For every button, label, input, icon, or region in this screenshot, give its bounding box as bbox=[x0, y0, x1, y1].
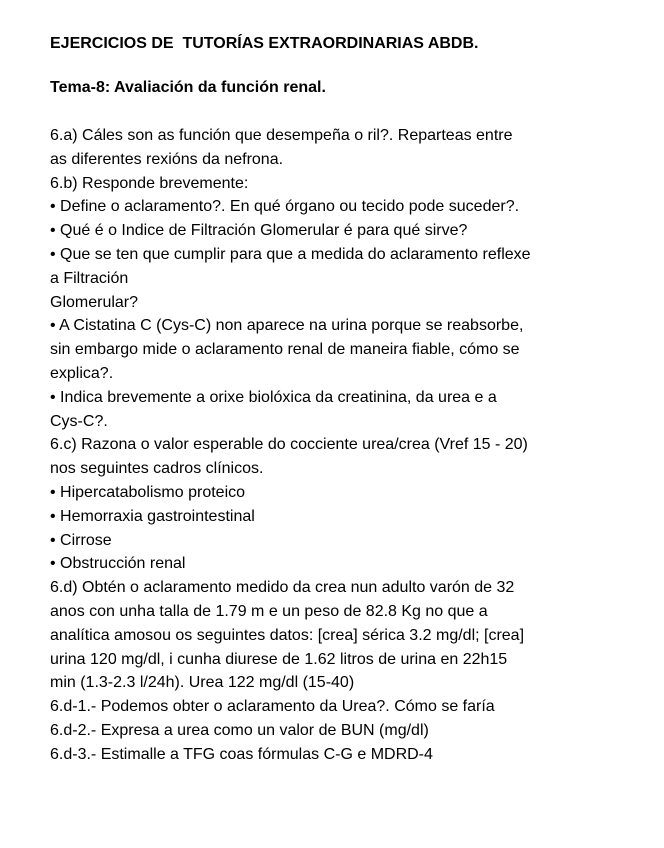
bullet-item: • Que se ten que cumplir para que a medida do aclaramento reflexe bbox=[50, 245, 531, 263]
text-line: 6.d) Obtén o aclaramento medido da crea nun adulto varón de 32 bbox=[50, 579, 515, 597]
text-line: analítica amosou os seguintes datos: [crea] sérica 3.2 mg/dl; [crea] bbox=[50, 626, 525, 644]
text-line: 6.d-1.- Podemos obter o aclaramento da Urea?. Cómo se faría bbox=[50, 698, 495, 716]
text-line: urina 120 mg/dl, i cunha diurese de 1.62 litros de urina en 22h15 bbox=[50, 650, 508, 668]
document-body bbox=[50, 124, 585, 767]
text-line: explica?. bbox=[50, 364, 114, 382]
bullet-item: • Hipercatabolismo proteico bbox=[50, 483, 246, 501]
bullet-item: • Obstrucción renal bbox=[50, 555, 186, 573]
text-line: 6.c) Razona o valor esperable do cocciente urea/crea (Vref 15 - 20) bbox=[50, 436, 528, 454]
text-line: min (1.3-2.3 l/24h). Urea 122 mg/dl (15-40) bbox=[50, 674, 355, 692]
bullet-item: • A Cistatina C (Cys-C) non aparece na urina porque se reabsorbe, bbox=[50, 317, 524, 335]
bullet-item: • Indica brevemente a orixe biolóxica da creatinina, da urea e a bbox=[50, 388, 497, 406]
bullet-item: • Hemorraxia gastrointestinal bbox=[50, 507, 255, 525]
text-line: 6.a) Cáles son as función que desempeña o ril?. Reparteas entre bbox=[50, 127, 513, 144]
text-line: Glomerular? bbox=[50, 293, 139, 311]
text-line: nos seguintes cadros clínicos. bbox=[50, 460, 264, 478]
text-line: a Filtración bbox=[50, 269, 129, 287]
text-line: sin embargo mide o aclaramento renal de maneira fiable, cómo se bbox=[50, 341, 520, 359]
bullet-item: • Define o aclaramento?. En qué órgano ou tecido pode suceder?. bbox=[50, 198, 520, 216]
document-subtitle: Tema-8: Avaliación da función renal. bbox=[50, 79, 326, 96]
text-line: 6.d-3.- Estimalle a TFG coas fórmulas C-G e MDRD-4 bbox=[50, 745, 433, 763]
text-line: 6.d-2.- Expresa a urea como un valor de BUN (mg/dl) bbox=[50, 721, 429, 739]
bullet-item: • Qué é o Indice de Filtración Glomerular é para qué sirve? bbox=[50, 222, 468, 240]
text-line: 6.b) Responde brevemente: bbox=[50, 174, 249, 192]
text-line: anos con unha talla de 1.79 m e un peso de 82.8 Kg no que a bbox=[50, 602, 488, 620]
text-line: as diferentes rexións da nefrona. bbox=[50, 150, 284, 168]
text-line: Cys-C?. bbox=[50, 412, 108, 430]
bullet-item: • Cirrose bbox=[50, 531, 112, 549]
document-title: EJERCICIOS DE TUTORÍAS EXTRAORDINARIAS ABDB. bbox=[50, 35, 479, 52]
